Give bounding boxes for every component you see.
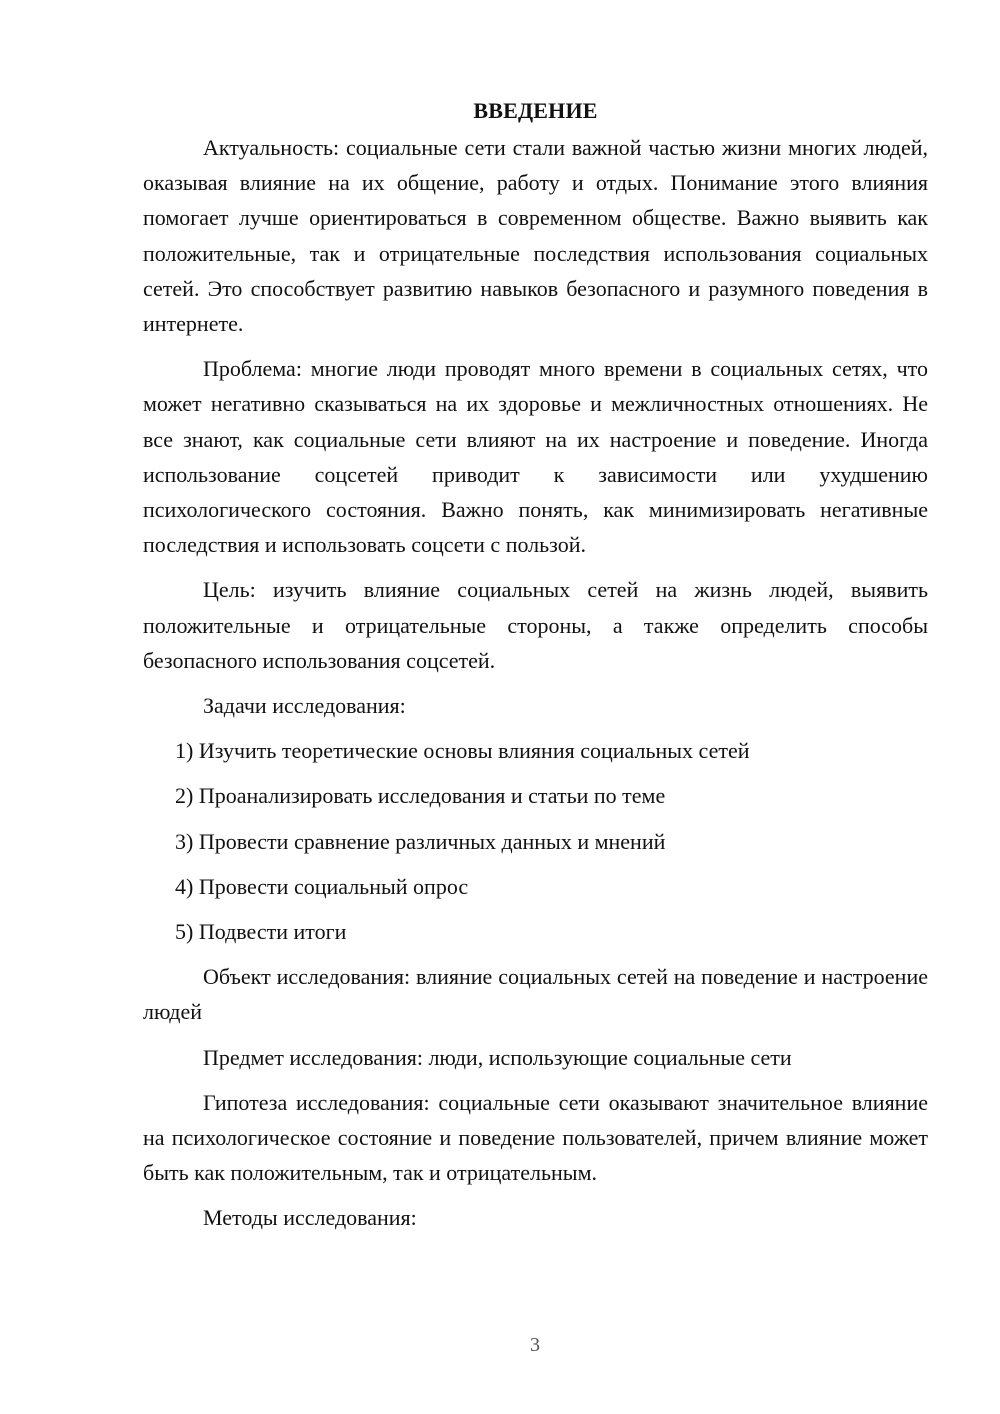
- list-item: 4) Провести социальный опрос: [175, 873, 469, 899]
- paragraph-goal: Цель: изучить влияние социальных сетей на жизнь людей, выявить положительные и отрицательные стороны, а также определить способы безопасного использования соцсетей.: [143, 577, 928, 673]
- section-heading: ВВЕДЕНИЕ: [473, 98, 598, 123]
- list-item: 2) Проанализировать исследования и статьи по теме: [175, 783, 666, 809]
- paragraph-problem: Проблема: многие люди проводят много времени в социальных сетях, что может негативно сказываться на их здоровье и межличностных отношениях. Не все знают, как социальные сети влияют на их настроение и поведение. Иногда использование соцсетей приводит к зависимости или ухудшению психологического состояния. Важно понять, как минимизировать негативные последствия и использовать соцсети с пользой.: [143, 356, 928, 558]
- paragraph-hypothesis: Гипотеза исследования: социальные сети оказывают значительное влияние на психологическое состояние и поведение пользователей, причем влияние может быть как положительным, так и отрицательным.: [143, 1089, 928, 1186]
- paragraph-tasks-title: Задачи исследования:: [203, 693, 406, 719]
- paragraph-subject: Предмет исследования: люди, использующие социальные сети: [203, 1044, 792, 1070]
- paragraph-relevance: Актуальность: социальные сети стали важной частью жизни многих людей, оказывая влияние на их общение, работу и отдых. Понимание этого влияния помогает лучше ориентироваться в современном обществе. Важно выявить как положительные, так и отрицательные последствия использования социальных сетей. Это способствует развитию навыков безопасного и разумного поведения в интернете.: [143, 135, 928, 337]
- page-number: 3: [530, 1334, 540, 1356]
- list-item: 1) Изучить теоретические основы влияния социальных сетей: [175, 738, 750, 764]
- list-item: 5) Подвести итоги: [175, 919, 347, 945]
- paragraph-object: Объект исследования: влияние социальных сетей на поведение и настроение людей: [143, 964, 928, 1025]
- paragraph-methods: Методы исследования:: [203, 1205, 417, 1231]
- tasks-list: [143, 733, 928, 949]
- document-page: [143, 93, 928, 1246]
- list-item: 3) Провести сравнение различных данных и мнений: [175, 828, 666, 854]
